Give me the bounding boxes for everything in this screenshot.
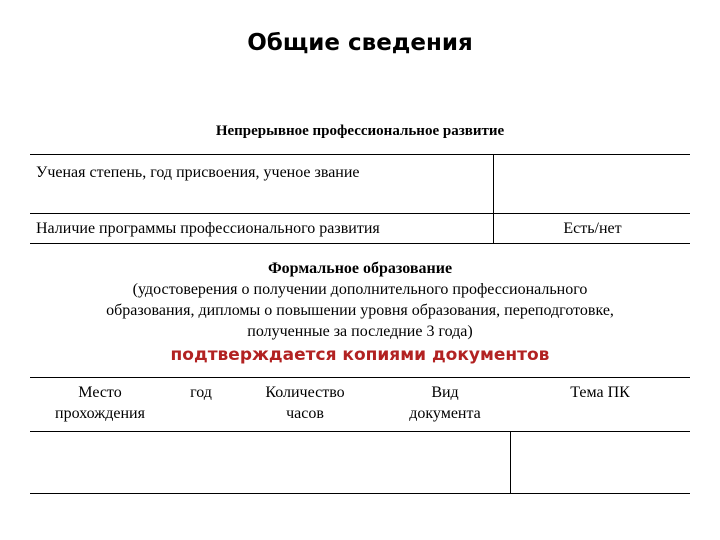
column-header-topic-text: Тема ПК (570, 384, 630, 401)
column-header-document-line2: документа (409, 405, 481, 422)
program-value: Есть/нет (563, 220, 622, 237)
page-title: Общие сведения (247, 30, 473, 56)
formal-education-note-line: полученные за последние 3 года) (247, 323, 473, 340)
column-header-hours-line1: Количество (265, 384, 345, 401)
column-header-year (170, 382, 232, 403)
formal-education-note-line: (удостоверения о получении дополнительного профессионального (132, 281, 588, 298)
column-header-year-text: год (190, 384, 212, 401)
column-header-document-line1: Вид (431, 384, 459, 401)
section-title: Непрерывное профессиональное развитие (215, 123, 505, 139)
formal-education-block (30, 258, 690, 342)
column-header-topic (510, 382, 690, 403)
column-divider (493, 154, 494, 243)
table-divider (30, 243, 690, 244)
column-header-document (385, 382, 505, 424)
column-header-place (30, 382, 170, 424)
formal-education-note-line: образования, дипломы о повышении уровня образования, переподготовке, (106, 302, 614, 319)
table-divider (30, 493, 690, 494)
formal-education-heading: Формальное образование (267, 260, 453, 277)
table-divider (30, 213, 690, 214)
confirmation-note: подтверждается копиями документов (170, 345, 550, 365)
column-header-place-line1: Место (78, 384, 122, 401)
column-divider (510, 431, 511, 493)
column-header-hours-line2: часов (286, 405, 324, 422)
table-divider (30, 377, 690, 378)
table-divider (30, 431, 690, 432)
table-divider (30, 154, 690, 155)
degree-label: Ученая степень, год присвоения, ученое звание (36, 164, 360, 181)
column-header-hours (240, 382, 370, 424)
column-header-place-line2: прохождения (55, 405, 145, 422)
program-label: Наличие программы профессионального развития (36, 220, 380, 237)
